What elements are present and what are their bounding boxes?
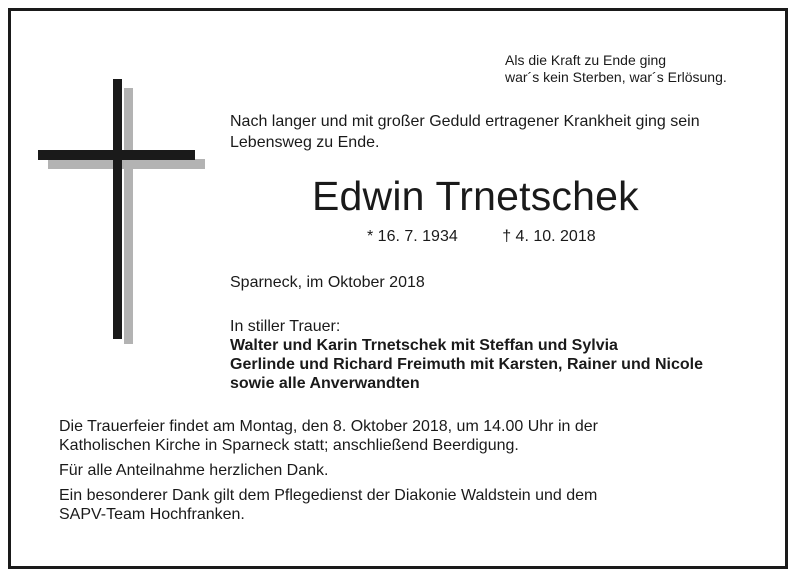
notices-block [59,417,759,530]
birth-date: * 16. 7. 1934 [367,228,458,245]
intro-text [230,111,770,153]
mourner-line: Gerlinde und Richard Freimuth mit Karsten, Rainer und Nicole [230,356,703,373]
thanks-notice: Für alle Anteilnahme herzlichen Dank. [59,462,329,479]
intro-line: Nach langer und mit großer Geduld ertragener Krankheit ging sein [230,113,700,130]
mourners-block [230,317,703,393]
place-date: Sparneck, im Oktober 2018 [230,274,425,291]
special-thanks-line: SAPV-Team Hochfranken. [59,506,245,523]
life-dates [367,227,596,247]
mourners-heading: In stiller Trauer: [230,318,341,335]
funeral-line: Die Trauerfeier findet am Montag, den 8. Oktober 2018, um 14.00 Uhr in der [59,418,598,435]
special-thanks-line: Ein besonderer Dank gilt dem Pflegedienst der Diakonie Waldstein und dem [59,487,598,504]
motto [505,52,727,86]
funeral-line: Katholischen Kirche in Sparneck statt; anschließend Beerdigung. [59,437,519,454]
intro-line: Lebensweg zu Ende. [230,134,380,151]
death-date: † 4. 10. 2018 [502,228,596,245]
deceased-name: Edwin Trnetschek [312,173,639,219]
special-thanks-notice [59,486,759,524]
mourner-line: Walter und Karin Trnetschek mit Steffan und Sylvia [230,337,618,354]
mourner-line: sowie alle Anverwandten [230,375,420,392]
cross-shadow [48,88,205,344]
funeral-notice [59,417,759,455]
motto-line: Als die Kraft zu Ende ging [505,52,667,68]
motto-line: war´s kein Sterben, war´s Erlösung. [505,69,727,85]
cross-body [38,79,195,339]
